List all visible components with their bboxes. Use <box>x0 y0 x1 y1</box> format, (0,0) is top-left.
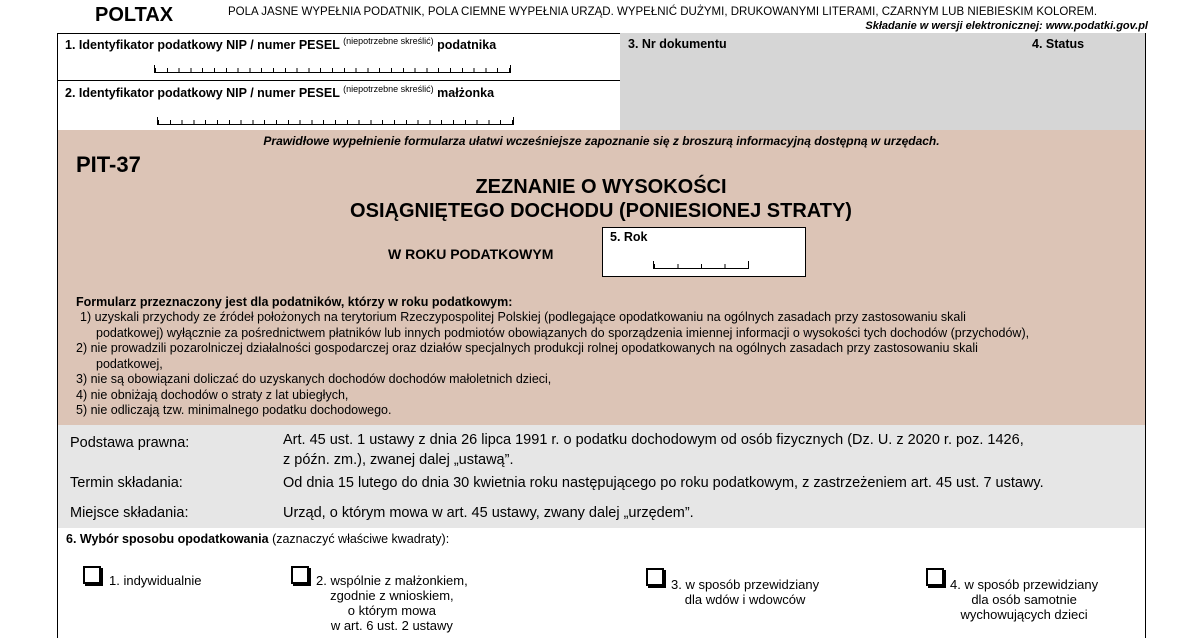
option-1-checkbox[interactable] <box>83 566 101 584</box>
electronic-filing-note: Składanie w wersji elektronicznej: www.podatki.gov.pl <box>865 20 1148 32</box>
basis-line-1: Art. 45 ust. 1 ustawy z dnia 26 lipca 1991 r. o podatku dochodowym od osób fizycznych (Dz. U. z 2020 r. poz. 1426, <box>283 432 1024 448</box>
list-item: 1) uzyskali przychody ze źródeł położonych na terytorium Rzeczypospolitej Polskiej (podlegające opodatkowaniu na ogólnych zasadach przy zastosowaniu skali <box>80 310 966 324</box>
field-3-doc-number <box>620 33 1025 131</box>
title-line-1: ZEZNANIE O WYSOKOŚCI <box>475 176 727 198</box>
field-1-label: 1. Identyfikator podatkowy NIP / numer PESEL <box>65 38 340 53</box>
title-line-2: OSIĄGNIĘTEGO DOCHODU (PONIESIONEJ STRATY) <box>350 200 852 222</box>
deadline-value: Od dnia 15 lutego do dnia 30 kwietnia roku następującego po roku podatkowym, z zastrzeżeniem art. 45 ust. 7 ustawy. <box>283 475 1044 491</box>
option-2-label: 2. wspólnie z małżonkiem, zgodnie z wnioskiem, o którym mowa w art. 6 ust. 2 ustawy <box>316 573 468 633</box>
basis-label: Podstawa prawna: <box>70 435 190 451</box>
field-5-label: 5. Rok <box>610 230 648 244</box>
field-1-suffix: podatnika <box>437 38 497 53</box>
section-6-hint: (zaznaczyć właściwe kwadraty): <box>272 532 450 546</box>
place-label: Miejsce składania: <box>70 505 189 521</box>
option-3-checkbox[interactable] <box>646 568 664 586</box>
notice-text: Prawidłowe wypełnienie formularza ułatwi wcześniejsze zapoznanie się z broszurą informacyjną dostępną w urzędach. <box>263 134 940 148</box>
field-2-suffix: małżonka <box>437 86 495 101</box>
field-2-box[interactable] <box>57 80 621 131</box>
form-code: PIT-37 <box>76 152 141 177</box>
intended-heading: Formularz przeznaczony jest dla podatników, którzy w roku podatkowym: <box>76 295 513 309</box>
field-4-status <box>1024 33 1146 131</box>
option-1-label: 1. indywidualnie <box>109 573 202 588</box>
basis-line-2: z późn. zm.), zwanej dalej „ustawą”. <box>283 452 514 468</box>
intended-list <box>76 310 1029 419</box>
field-2-label: 2. Identyfikator podatkowy NIP / numer PESEL <box>65 86 340 101</box>
poltax-brand: POLTAX <box>95 4 174 26</box>
legal-section <box>57 425 1146 529</box>
list-item: 4) nie obniżają dochodów o straty z lat ubiegłych, <box>76 387 349 402</box>
option-2-checkbox[interactable] <box>291 566 309 584</box>
list-item: podatkowej, <box>96 356 163 371</box>
place-value: Urząd, o którym mowa w art. 45 ustawy, zwany dalej „urzędem”. <box>283 505 694 521</box>
option-3-label: 3. w sposób przewidziany dla wdów i wdowców <box>671 577 820 607</box>
deadline-label: Termin składania: <box>70 475 183 491</box>
field-1-note: (niepotrzebne skreślić) <box>343 36 434 46</box>
field-5-year[interactable] <box>602 227 806 277</box>
list-item: 2) nie prowadzili pozarolniczej działalności gospodarczej oraz działów specjalnych produkcji rolnej opodatkowanych na ogólnych zasadach przy zastosowaniu skali <box>76 341 978 355</box>
field-5-digit-ticks <box>653 261 749 269</box>
title-section <box>57 130 1146 426</box>
field-4-label: 4. Status <box>1032 37 1085 51</box>
option-4-checkbox[interactable] <box>926 568 944 586</box>
section-6 <box>57 528 1146 638</box>
list-item: podatkowej) wyłącznie za pośrednictwem płatników lub innych podmiotów obowiązanych do sporządzenia imiennej informacji o wysokości tych dochodów (przychodów), <box>96 325 1030 340</box>
tax-year-label: W ROKU PODATKOWYM <box>388 246 554 262</box>
field-1-digit-ticks <box>154 65 511 73</box>
list-item: 5) nie odliczają tzw. minimalnego podatku dochodowego. <box>76 403 392 417</box>
section-6-heading: 6. Wybór sposobu opodatkowania <box>66 532 269 546</box>
field-1-box[interactable] <box>57 33 621 81</box>
fill-instruction: POLA JASNE WYPEŁNIA PODATNIK, POLA CIEMNE WYPEŁNIA URZĄD. WYPEŁNIĆ DUŻYMI, DRUKOWANYMI LITERAMI, CZARNYM LUB NIEBIESKIM KOLOREM. <box>228 6 1098 18</box>
option-4-label: 4. w sposób przewidziany dla osób samotnie wychowujących dzieci <box>950 577 1099 622</box>
list-item: 3) nie są obowiązani doliczać do uzyskanych dochodów dochodów małoletnich dzieci, <box>76 372 552 386</box>
field-3-label: 3. Nr dokumentu <box>628 37 727 51</box>
field-2-digit-ticks <box>157 117 514 125</box>
field-2-note: (niepotrzebne skreślić) <box>343 84 434 94</box>
